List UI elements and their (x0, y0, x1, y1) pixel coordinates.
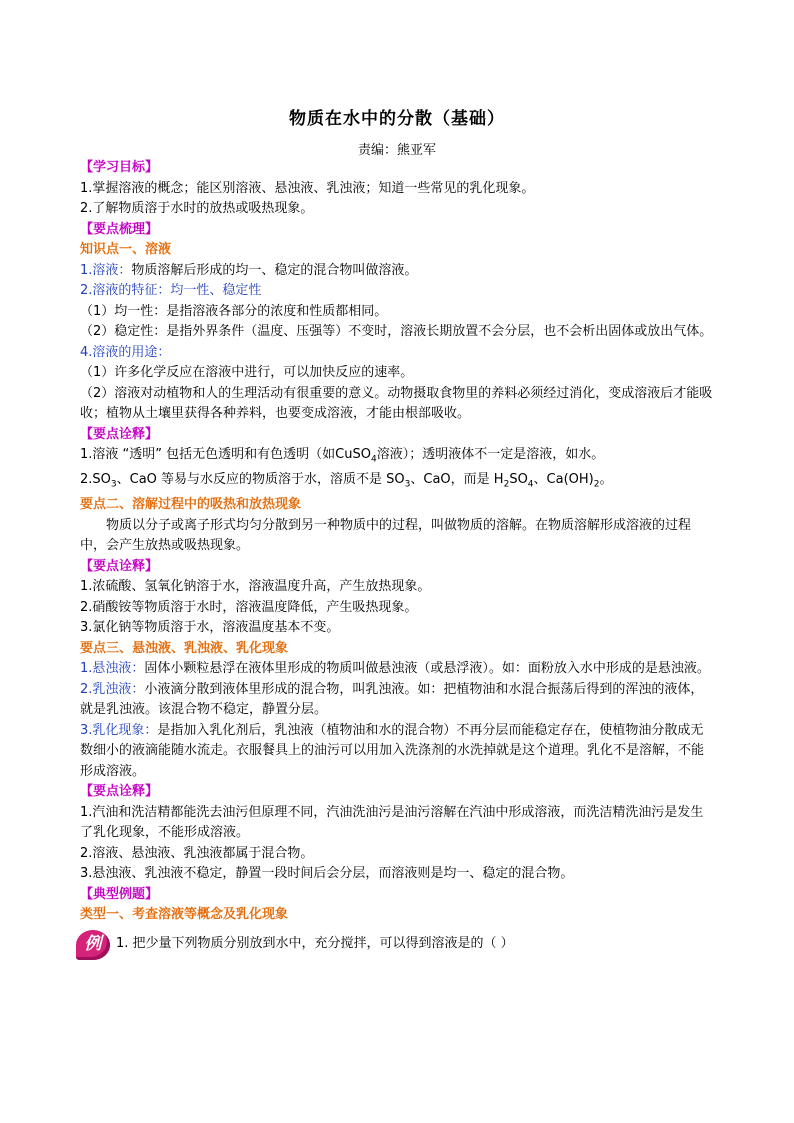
note-2-2: 2.硝酸铵等物质溶于水时，溶液温度降低，产生吸热现象。 (80, 599, 418, 615)
subscript: 2 (593, 479, 600, 490)
note-3-3: 3.悬浊液、乳浊液不稳定，静置一段时间后会分层，而溶液则是均一、稳定的混合物。 (80, 866, 574, 882)
solution-uses: 4.溶液的用途： (80, 344, 171, 360)
section-heading-key-points: 【要点梳理】 (80, 221, 159, 237)
example-question-row (80, 930, 716, 960)
definition-text: 固体小颗粒悬浮在液体里形成的物质叫做悬浊液（或悬浮液）。如：面粉放入水中形成的是悬浊液。 (144, 661, 710, 677)
section-heading-examples: 【典型例题】 (80, 886, 159, 902)
note-text: 溶液）；透明液体不一定是溶液，如水。 (376, 447, 605, 462)
use-1: （1）许多化学反应在溶液中进行，可以加快反应的速率。 (80, 365, 414, 380)
document-body (80, 158, 716, 960)
subscript: 4 (527, 479, 534, 490)
note-text: 、Ca(OH) (533, 472, 594, 488)
note-text: 。 (599, 472, 613, 488)
definition-text: 是指加入乳化剂后，乳浊液（植物油和水的混合物）不再分层而能稳定存在，使植物油分散成无数细小的液滴能随水流走。衣服餐具上的油污可以用加入洗涤剂的水洗掉就是这个道理。乳化不是溶解，不能形成溶液。 (80, 722, 705, 779)
example-badge-icon: 例 (76, 930, 110, 960)
suspension-definition (80, 659, 716, 680)
note-heading-1: 【要点诠释】 (80, 426, 159, 442)
section-heading-objectives: 【学习目标】 (80, 160, 159, 175)
feature-uniformity: （1）均一性：是指溶液各部分的浓度和性质都相同。 (80, 303, 388, 319)
note-text: 1.溶液 “透明” 包括无色透明和有色透明（如CuSO (80, 447, 371, 462)
editor-line: 责编：熊亚军 (357, 143, 436, 158)
note-3-1: 1.汽油和洗洁精都能洗去油污但原理不同，汽油洗油污是油污溶解在汽油中形成溶液，而洗洁精洗油污是发生了乳化现象，不能形成溶液。 (80, 804, 704, 841)
note-2-3: 3.氯化钠等物质溶于水，溶液温度基本不变。 (80, 620, 340, 636)
note-text: 、CaO 等易与水反应的物质溶于水，溶质不是 SO (116, 472, 405, 488)
note-text: SO (509, 472, 528, 488)
page-title: 物质在水中的分散（基础） (289, 109, 505, 129)
note-2-1: 1.浓硫酸、氢氧化钠溶于水，溶液温度升高，产生放热现象。 (80, 579, 431, 595)
emulsion-definition (80, 680, 716, 721)
example-type-1-heading: 类型一、考查溶液等概念及乳化现象 (80, 907, 289, 923)
feature-stability: （2）稳定性：是指外界条件（温度、压强等）不变时，溶液长期放置不会分层，也不会析出固体或放出气体。 (80, 324, 713, 339)
subscript: 4 (370, 454, 377, 465)
emulsification-definition (80, 721, 716, 783)
objective-2: 2.了解物质溶于水时的放热或吸热现象。 (80, 201, 314, 216)
note-3-2: 2.溶液、悬浊液、乳浊液都属于混合物。 (80, 845, 314, 861)
note-heading-2: 【要点诠释】 (80, 558, 159, 574)
definition-text: 小液滴分散到液体里形成的混合物，叫乳浊液。如：把植物油和水混合振荡后得到的浑浊的液体，就是乳浊液。该混合物不稳定，静置分层。 (80, 681, 704, 718)
note-heading-3: 【要点诠释】 (80, 784, 159, 800)
note-text: 2.SO (80, 472, 111, 488)
definition-label: 1.溶液： (80, 262, 132, 278)
note-1-1 (80, 445, 716, 470)
dissolution-paragraph: 物质以分子或离子形式均匀分散到另一种物质中的过程，叫做物质的溶解。在物质溶解形成溶液的过程中，会产生放热或吸热现象。 (80, 517, 692, 554)
objective-1: 1.掌握溶液的概念；能区别溶液、悬浊液、乳浊液；知道一些常见的乳化现象。 (80, 180, 535, 196)
use-2: （2）溶液对动植物和人的生理活动有很重要的意义。动物摄取食物里的养料必须经过消化，变成溶液后才能吸收；植物从土壤里获得各种养料，也要变成溶液，才能由根部吸收。 (80, 385, 713, 421)
subscript: 2 (503, 479, 510, 490)
subscript: 3 (404, 479, 411, 490)
note-1-2 (80, 470, 716, 495)
subscript: 3 (110, 479, 117, 490)
definition-label: 1.悬浊液： (80, 661, 145, 677)
definition-label: 3.乳化现象： (80, 722, 158, 738)
knowledge-point-3-heading: 要点三、悬浊液、乳浊液、乳化现象 (80, 640, 289, 656)
knowledge-point-1-heading: 知识点一、溶液 (80, 242, 172, 257)
note-text: 、CaO，而是 H (410, 472, 504, 488)
example-question-1: 1. 把少量下列物质分别放到水中，充分搅拌，可以得到溶液是的（ ） (116, 936, 514, 952)
solution-features: 2.溶液的特征：均一性、稳定性 (80, 283, 262, 298)
definition-text: 物质溶解后形成的均一、稳定的混合物叫做溶液。 (131, 262, 418, 278)
knowledge-point-2-heading: 要点二、溶解过程中的吸热和放热现象 (80, 497, 302, 513)
solution-definition (80, 261, 716, 282)
definition-label: 2.乳浊液： (80, 681, 145, 697)
